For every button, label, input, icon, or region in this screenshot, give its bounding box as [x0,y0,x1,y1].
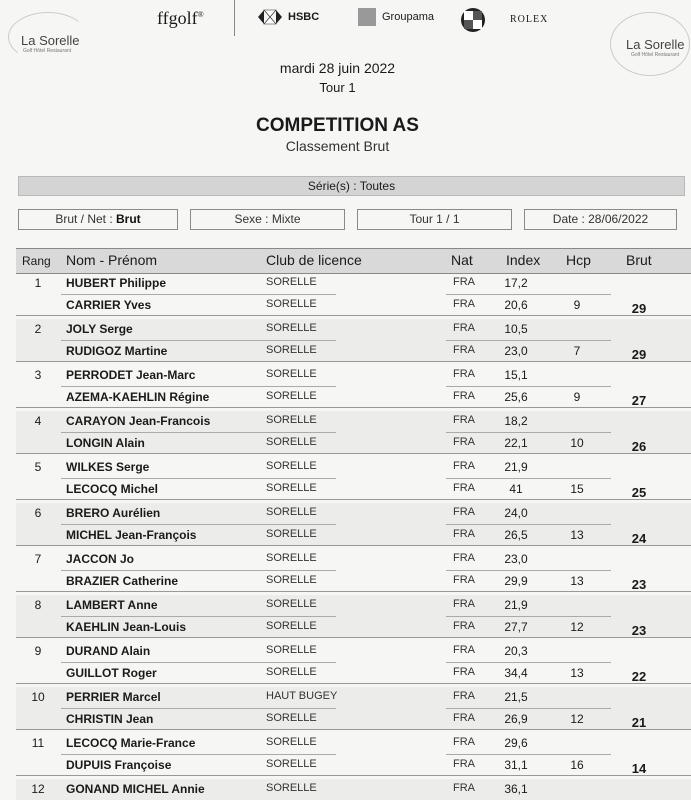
player-index: 24,0 [504,506,528,520]
col-brut: Brut [626,252,652,268]
player-nat: FRA [453,276,475,288]
player-nat: FRA [453,390,475,402]
player-club: SORELLE [266,574,317,586]
player-name: LECOCQ Marie-France [66,736,196,750]
team-row [16,779,691,800]
player-nat: FRA [453,344,475,356]
team-brut: 23 [631,577,647,592]
header-divider [234,0,235,36]
player-nat: FRA [453,574,475,586]
team-rank: 6 [34,506,42,520]
team-hcp: 9 [573,390,581,404]
player-club: SORELLE [266,482,317,494]
player-name: LECOCQ Michel [66,482,159,496]
brut-net-value: Brut [116,212,141,226]
player-nat: FRA [453,322,475,334]
groupama-label: Groupama [382,11,434,23]
row-divider [61,754,336,755]
club-logo-subtitle: Golf Hôtel Restaurant [631,52,680,58]
team-brut: 27 [631,393,647,408]
team-rank: 5 [34,460,42,474]
player-nat: FRA [453,528,475,540]
row-divider [446,570,611,571]
team-rank: 7 [34,552,42,566]
player-club: SORELLE [266,620,317,632]
player-nat: FRA [453,736,475,748]
row-divider [61,432,336,433]
row-divider [61,662,336,663]
table-header [16,248,691,274]
team-hcp: 13 [570,574,584,588]
player-club: SORELLE [266,276,317,288]
player-name: MICHEL Jean-François [66,528,197,542]
player-index: 29,6 [504,736,528,750]
player-name: AZEMA-KAEHLIN Régine [66,390,210,404]
player-nat: FRA [453,782,475,794]
player-club: SORELLE [266,390,317,402]
player-club: SORELLE [266,298,317,310]
ffgolf-logo: ffgolf® [157,8,204,28]
team-rank: 9 [34,644,42,658]
row-divider [61,708,336,709]
player-name: BRAZIER Catherine [66,574,179,588]
hsbc-label: HSBC [288,11,320,23]
player-nat: FRA [453,598,475,610]
page-title: COMPETITION AS [256,115,419,136]
team-hcp: 16 [570,758,584,772]
date-filter: Date : 28/06/2022 [524,209,677,230]
player-name: LONGIN Alain [66,436,145,450]
team-row [16,733,691,776]
player-name: CARRIER Yves [66,298,152,312]
player-nat: FRA [453,506,475,518]
player-nat: FRA [453,298,475,310]
col-rang: Rang [22,254,51,268]
club-logo-left [8,12,88,62]
row-divider [61,616,336,617]
team-brut: 21 [631,715,647,730]
player-name: GONAND MICHEL Annie [66,782,205,796]
team-row [16,457,691,500]
player-name: RUDIGOZ Martine [66,344,168,358]
player-nat: FRA [453,460,475,472]
player-club: SORELLE [266,368,317,380]
team-row [16,549,691,592]
player-name: LAMBERT Anne [66,598,158,612]
row-divider [61,294,336,295]
player-club: SORELLE [266,644,317,656]
player-index: 36,1 [504,782,528,796]
team-rank: 12 [31,782,45,796]
player-name: CARAYON Jean-Francois [66,414,211,428]
club-logo-name: La Sorelle [21,33,80,48]
player-index: 31,1 [504,758,528,772]
row-divider [446,616,611,617]
team-row [16,273,691,316]
player-nat: FRA [453,482,475,494]
team-row [16,687,691,730]
player-nat: FRA [453,620,475,632]
team-hcp: 15 [570,482,584,496]
team-brut: 26 [631,439,647,454]
player-index: 10,5 [504,322,528,336]
event-date: mardi 28 juin 2022 [279,60,396,76]
player-index: 21,9 [504,598,528,612]
team-brut: 24 [631,531,647,546]
player-index: 34,4 [504,666,528,680]
player-index: 17,2 [504,276,528,290]
player-name: DURAND Alain [66,644,151,658]
player-club: SORELLE [266,758,317,770]
team-row [16,411,691,454]
row-divider [61,386,336,387]
player-club: SORELLE [266,344,317,356]
player-club: SORELLE [266,436,317,448]
player-index: 41 [509,482,523,496]
player-club: SORELLE [266,414,317,426]
row-divider [61,478,336,479]
player-name: HUBERT Philippe [66,276,167,290]
team-hcp: 7 [573,344,581,358]
row-divider [446,478,611,479]
team-brut: 29 [631,347,647,362]
col-index: Index [506,252,541,268]
groupama-logo [358,8,434,26]
player-nat: FRA [453,552,475,564]
team-rank: 3 [34,368,42,382]
team-rank: 11 [31,736,45,750]
bmw-icon [461,8,485,32]
row-divider [446,294,611,295]
player-club: SORELLE [266,736,317,748]
player-name: GUILLOT Roger [66,666,157,680]
row-divider [446,662,611,663]
row-divider [61,524,336,525]
team-brut: 22 [631,669,647,684]
team-row [16,641,691,684]
page-subtitle: Classement Brut [285,138,390,154]
player-nat: FRA [453,414,475,426]
team-row [16,365,691,408]
player-index: 15,1 [504,368,528,382]
player-club: SORELLE [266,712,317,724]
player-club: SORELLE [266,598,317,610]
player-index: 23,0 [504,344,528,358]
team-rank: 8 [34,598,42,612]
player-name: JACCON Jo [66,552,135,566]
col-nom: Nom - Prénom [66,252,158,268]
series-bar: Série(s) : Toutes [18,176,685,196]
team-row [16,503,691,546]
tour-filter: Tour 1 / 1 [357,209,512,230]
col-nat: Nat [451,252,473,268]
row-divider [446,708,611,709]
hsbc-logo [258,10,319,24]
player-index: 20,6 [504,298,528,312]
team-brut: 25 [631,485,647,500]
player-name: CHRISTIN Jean [66,712,154,726]
team-hcp: 12 [570,620,584,634]
hsbc-icon [258,10,282,24]
player-name: KAEHLIN Jean-Louis [66,620,187,634]
player-club: SORELLE [266,460,317,472]
row-divider [61,570,336,571]
player-name: BRERO Aurélien [66,506,161,520]
col-club: Club de licence [266,252,362,268]
row-divider [61,340,336,341]
player-nat: FRA [453,368,475,380]
player-name: PERRODET Jean-Marc [66,368,196,382]
team-hcp: 12 [570,712,584,726]
team-brut: 14 [631,761,647,776]
team-rank: 1 [34,276,42,290]
team-brut: 23 [631,623,647,638]
player-name: PERRIER Marcel [66,690,161,704]
row-divider [446,340,611,341]
team-rank: 4 [34,414,42,428]
player-nat: FRA [453,758,475,770]
event-round: Tour 1 [319,80,356,95]
club-logo-subtitle: Golf Hôtel Restaurant [23,48,72,54]
player-nat: FRA [453,436,475,448]
player-club: SORELLE [266,552,317,564]
player-name: JOLY Serge [66,322,133,336]
player-index: 21,9 [504,460,528,474]
team-hcp: 13 [570,528,584,542]
row-divider [446,754,611,755]
player-nat: FRA [453,644,475,656]
team-row [16,319,691,362]
team-hcp: 9 [573,298,581,312]
player-nat: FRA [453,666,475,678]
player-index: 29,9 [504,574,528,588]
row-divider [446,524,611,525]
player-index: 23,0 [504,552,528,566]
brut-net-filter [18,209,178,230]
player-club: SORELLE [266,322,317,334]
team-rank: 10 [31,690,45,704]
team-hcp: 13 [570,666,584,680]
player-index: 26,9 [504,712,528,726]
player-nat: FRA [453,690,475,702]
brut-net-label: Brut / Net : [55,212,113,226]
team-rank: 2 [34,322,42,336]
sexe-filter: Sexe : Mixte [190,209,345,230]
team-row [16,595,691,638]
player-index: 18,2 [504,414,528,428]
groupama-icon [358,8,376,26]
player-nat: FRA [453,712,475,724]
player-name: DUPUIS Françoise [66,758,172,772]
rolex-logo: ROLEX [510,14,549,25]
player-index: 22,1 [504,436,528,450]
club-logo-name: La Sorelle [626,37,685,52]
team-hcp: 10 [570,436,584,450]
player-index: 20,3 [504,644,528,658]
player-name: WILKES Serge [66,460,150,474]
player-index: 21,5 [504,690,528,704]
player-club: SORELLE [266,666,317,678]
player-club: HAUT BUGEY [266,690,338,702]
player-club: SORELLE [266,506,317,518]
row-divider [446,432,611,433]
player-club: SORELLE [266,782,317,794]
player-index: 27,7 [504,620,528,634]
player-index: 25,6 [504,390,528,404]
player-index: 26,5 [504,528,528,542]
team-brut: 29 [631,301,647,316]
row-divider [446,386,611,387]
player-club: SORELLE [266,528,317,540]
col-hcp: Hcp [566,252,591,268]
